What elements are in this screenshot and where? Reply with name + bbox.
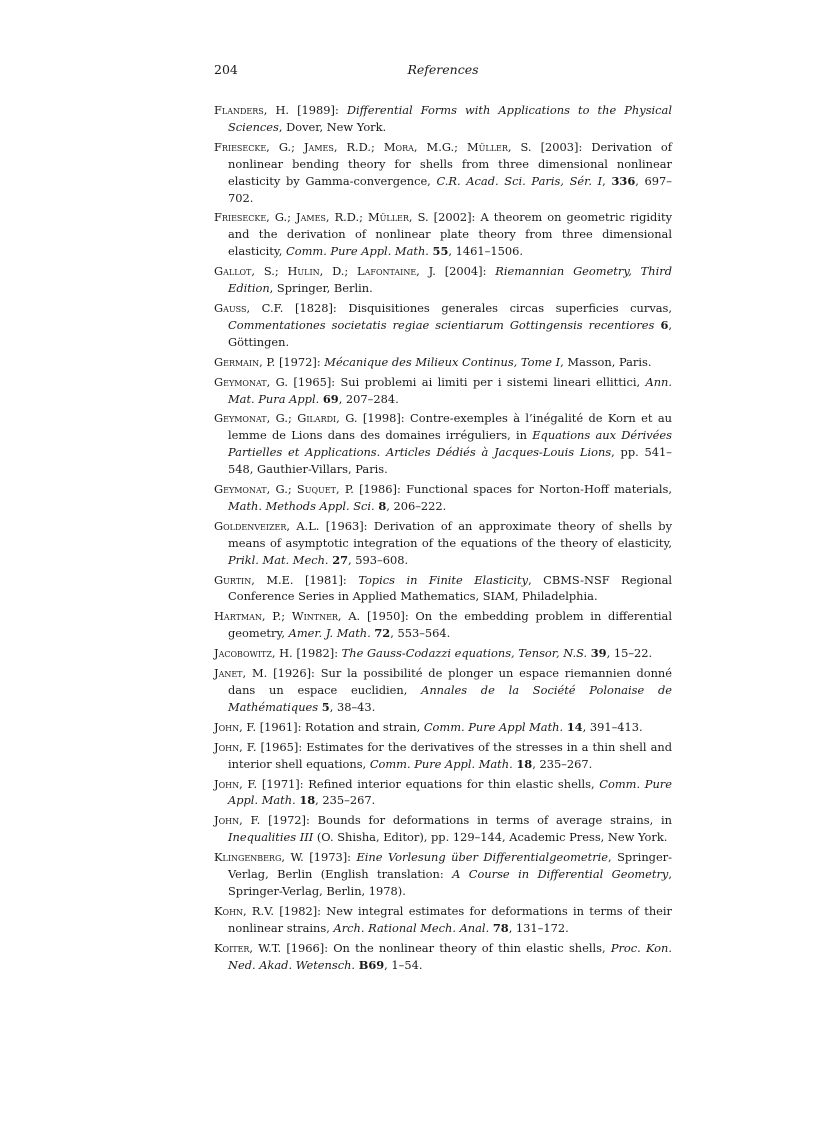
reference-text: A theorem on geometric rigidity and the derivation of nonlinear plate theory from three dimensional elasticity, bbox=[228, 210, 673, 259]
reference-year: [2002]: bbox=[433, 210, 476, 225]
reference-volume: 72 bbox=[374, 626, 391, 641]
reference-italic-text: Equations aux Dérivées Partielles et Applications. Articles Dédiés à Jacques-Louis Lions bbox=[228, 428, 672, 460]
reference-entry bbox=[214, 518, 672, 569]
reference-year: [1963]: bbox=[325, 518, 368, 533]
reference-entry bbox=[214, 102, 672, 136]
reference-authors: Flanders, H. bbox=[214, 103, 290, 117]
reference-year: [1986]: bbox=[359, 482, 401, 497]
reference-text: , 1–54. bbox=[384, 957, 423, 972]
reference-volume: 14 bbox=[566, 719, 583, 734]
reference-volume: 55 bbox=[432, 244, 449, 259]
reference-authors: Janet, M. bbox=[214, 666, 268, 681]
reference-text: , Dover, New York. bbox=[278, 119, 387, 134]
reference-italic-text: Ann. Mat. Pura Appl. bbox=[228, 374, 673, 406]
reference-italic-text: A Course in Differential Geometry bbox=[452, 867, 669, 882]
reference-year: [1981]: bbox=[305, 572, 347, 587]
reference-volume: 69 bbox=[322, 391, 339, 406]
reference-volume: 8 bbox=[378, 498, 387, 513]
reference-text: , 553–564. bbox=[390, 626, 451, 641]
reference-text: , 235–267. bbox=[315, 793, 376, 808]
reference-volume: 336 bbox=[611, 173, 636, 188]
reference-text: , Springer-Verlag, Berlin, 1978). bbox=[228, 867, 672, 898]
reference-authors: John, F. bbox=[214, 719, 257, 734]
reference-year: [2004]: bbox=[444, 264, 487, 279]
reference-text: , 206–222. bbox=[386, 498, 447, 513]
reference-entry bbox=[214, 572, 672, 606]
reference-italic-text: Comm. Pure Appl. Math. bbox=[369, 756, 513, 771]
reference-italic-text: Riemannian Geometry, Third Edition bbox=[228, 264, 672, 296]
reference-text: , 131–172. bbox=[508, 920, 569, 935]
reference-text: , 697–702. bbox=[228, 173, 672, 205]
reference-italic-text: Proc. Kon. Ned. Akad. Wetensch. bbox=[228, 940, 672, 972]
reference-volume: 78 bbox=[492, 920, 509, 935]
reference-italic-text: Amer. J. Math. bbox=[288, 626, 371, 641]
reference-text: New integral estimates for deformations in terms of their nonlinear strains, bbox=[228, 903, 673, 935]
reference-authors: Klingenberg, W. bbox=[214, 850, 304, 865]
reference-italic-text: Differential Forms with Applications to the Physical Sciences bbox=[228, 103, 672, 134]
reference-authors: Koiter, W.T. bbox=[214, 940, 282, 955]
reference-italic-text: Comm. Pure Appl. Math. bbox=[286, 244, 429, 259]
reference-text: , Springer-Verlag, Berlin (English translation: bbox=[228, 850, 672, 882]
reference-text: , pp. 541–548, Gauthier-Villars, Paris. bbox=[228, 445, 672, 477]
reference-text: Contre-exemples à l’inégalité de Korn et au lemme de Lions dans des domaines irréguliers, in bbox=[228, 411, 672, 443]
reference-text bbox=[347, 573, 358, 587]
reference-italic-text: Prikl. Mat. Mech. bbox=[228, 552, 329, 567]
reference-entry bbox=[214, 812, 672, 846]
reference-entry bbox=[214, 209, 672, 260]
reference-list bbox=[214, 102, 672, 977]
reference-year: [1971]: bbox=[261, 776, 304, 791]
reference-italic-text: Topics in Finite Elasticity bbox=[358, 572, 529, 587]
reference-authors: John, F. bbox=[214, 776, 258, 791]
reference-text: , bbox=[602, 173, 612, 188]
reference-volume: 18 bbox=[299, 793, 316, 808]
reference-text: , Göttingen. bbox=[228, 317, 672, 349]
reference-entry bbox=[214, 739, 672, 773]
reference-text: Disquisitiones generales circas superficies curvas, bbox=[336, 300, 673, 315]
reference-entry bbox=[214, 849, 672, 900]
reference-authors: John, F. bbox=[214, 739, 257, 754]
reference-entry bbox=[214, 719, 672, 736]
reference-volume: 27 bbox=[332, 552, 349, 567]
reference-authors: Hartman, P.; Wintner, A. bbox=[214, 609, 361, 624]
reference-year: [1982]: bbox=[296, 646, 339, 661]
reference-italic-text: Eine Vorlesung über Differentialgeometrie bbox=[356, 850, 609, 865]
reference-entry bbox=[214, 139, 672, 207]
reference-italic-text: The Gauss-Codazzi equations, Tensor, N.S. bbox=[341, 646, 588, 661]
running-title: References bbox=[407, 62, 479, 77]
reference-entry bbox=[214, 481, 672, 515]
reference-text: Sui problemi ai limiti per i sistemi lineari ellittici, bbox=[335, 374, 646, 389]
reference-entry bbox=[214, 263, 672, 297]
reference-year: [1989]: bbox=[297, 103, 339, 117]
reference-text: Derivation of nonlinear bending theory for shells from three dimensional nonlinear elasticity by Gamma-convergence, bbox=[228, 139, 673, 188]
reference-entry bbox=[214, 665, 672, 716]
reference-text: , 38–43. bbox=[329, 699, 376, 714]
reference-italic-text: Math. Methods Appl. Sci. bbox=[228, 498, 375, 513]
reference-entry bbox=[214, 776, 672, 810]
reference-text: , 235–267. bbox=[532, 756, 593, 771]
reference-authors: Geymonat, G. bbox=[214, 374, 288, 389]
reference-authors: Goldenveizer, A.L. bbox=[214, 518, 320, 533]
reference-authors: Friesecke, G.; James, R.D.; Mora, M.G.; Müller, S. bbox=[214, 139, 532, 154]
reference-entry bbox=[214, 354, 672, 371]
reference-italic-text: Comm. Pure Appl Math. bbox=[423, 719, 564, 734]
reference-italic-text: Mécanique des Milieux Continus, Tome I bbox=[324, 354, 561, 369]
reference-italic-text: Comm. Pure Appl. Math. bbox=[228, 776, 672, 808]
reference-year: [1973]: bbox=[309, 850, 351, 865]
reference-entry bbox=[214, 940, 672, 974]
reference-authors: Geymonat, G.; Suquet, P. bbox=[214, 482, 354, 497]
reference-year: [1926]: bbox=[273, 666, 315, 681]
reference-text bbox=[339, 103, 347, 117]
running-head bbox=[214, 62, 672, 80]
reference-volume: 6 bbox=[660, 317, 669, 332]
reference-year: [1965]: bbox=[260, 739, 303, 754]
reference-year: [1998]: bbox=[362, 411, 405, 426]
reference-text: , Masson, Paris. bbox=[560, 354, 652, 369]
reference-volume: 5 bbox=[321, 699, 330, 714]
reference-text: , 1461–1506. bbox=[448, 244, 523, 259]
reference-year: [2003]: bbox=[540, 139, 583, 154]
reference-italic-text: Commentationes societatis regiae scientiarum Gottingensis recentiores bbox=[228, 317, 655, 332]
reference-text: , 207–284. bbox=[338, 391, 399, 406]
reference-text: , CBMS-NSF Regional Conference Series in Applied Mathematics, SIAM, Philadelphia. bbox=[228, 572, 673, 604]
reference-authors: Gurtin, M.E. bbox=[214, 572, 294, 587]
reference-text: On the nonlinear theory of thin elastic shells, bbox=[328, 940, 611, 955]
reference-text: Functional spaces for Norton-Hoff materials, bbox=[400, 482, 672, 497]
reference-italic-text: C.R. Acad. Sci. Paris, Sér. I bbox=[436, 173, 603, 188]
reference-year: [1965]: bbox=[293, 374, 336, 389]
reference-volume: 39 bbox=[590, 646, 607, 661]
reference-italic-text: Annales de la Société Polonaise de Mathématiques bbox=[228, 683, 672, 714]
page-number: 204 bbox=[214, 62, 238, 77]
reference-authors: Geymonat, G.; Gilardi, G. bbox=[214, 411, 358, 426]
reference-text: , 391–413. bbox=[582, 719, 643, 734]
reference-text: , 593–608. bbox=[348, 552, 409, 567]
reference-authors: Friesecke, G.; James, R.D.; Müller, S. bbox=[214, 210, 429, 225]
reference-text: , 15–22. bbox=[606, 646, 653, 661]
reference-year: [1982]: bbox=[279, 903, 321, 918]
reference-authors: Gauss, C.F. bbox=[214, 300, 284, 315]
reference-year: [1950]: bbox=[366, 609, 409, 624]
reference-year: [1972]: bbox=[268, 813, 310, 828]
reference-year: [1961]: bbox=[259, 719, 302, 734]
reference-text: (O. Shisha, Editor), pp. 129–144, Academic Press, New York. bbox=[313, 830, 668, 845]
reference-year: [1972]: bbox=[278, 354, 321, 369]
reference-text: Bounds for deformations in terms of average strains, in bbox=[309, 813, 672, 828]
reference-authors: Gallot, S.; Hulin, D.; Lafontaine, J. bbox=[214, 264, 436, 279]
reference-authors: Germain, P. bbox=[214, 354, 276, 369]
reference-text: , Springer, Berlin. bbox=[269, 281, 373, 296]
reference-text: Sur la possibilité de plonger un espace riemannien donné dans un espace euclidien, bbox=[228, 666, 673, 697]
reference-entry bbox=[214, 410, 672, 478]
reference-year: [1966]: bbox=[286, 940, 329, 955]
reference-entry bbox=[214, 645, 672, 662]
reference-entry bbox=[214, 300, 672, 351]
reference-text: Estimates for the derivatives of the stresses in a thin shell and interior shell equations, bbox=[228, 739, 672, 771]
reference-text: Derivation of an approximate theory of shells by means of asymptotic integration of the equations of the theory of elasticity, bbox=[228, 518, 673, 550]
reference-text: On the embedding problem in differential geometry, bbox=[228, 609, 672, 641]
reference-entry bbox=[214, 374, 672, 408]
reference-authors: John, F. bbox=[214, 813, 261, 828]
reference-text: Rotation and strain, bbox=[301, 719, 424, 734]
reference-text: Refined interior equations for thin elastic shells, bbox=[303, 776, 600, 791]
reference-volume: 18 bbox=[516, 756, 533, 771]
reference-italic-text: Inequalities III bbox=[228, 830, 314, 845]
reference-authors: Jacobowitz, H. bbox=[214, 646, 293, 661]
reference-year: [1828]: bbox=[295, 300, 337, 315]
reference-entry bbox=[214, 608, 672, 642]
reference-text bbox=[486, 264, 495, 278]
reference-volume: B69 bbox=[358, 957, 385, 972]
reference-authors: Kohn, R.V. bbox=[214, 903, 274, 918]
reference-entry bbox=[214, 903, 672, 937]
reference-italic-text: Arch. Rational Mech. Anal. bbox=[333, 920, 490, 935]
